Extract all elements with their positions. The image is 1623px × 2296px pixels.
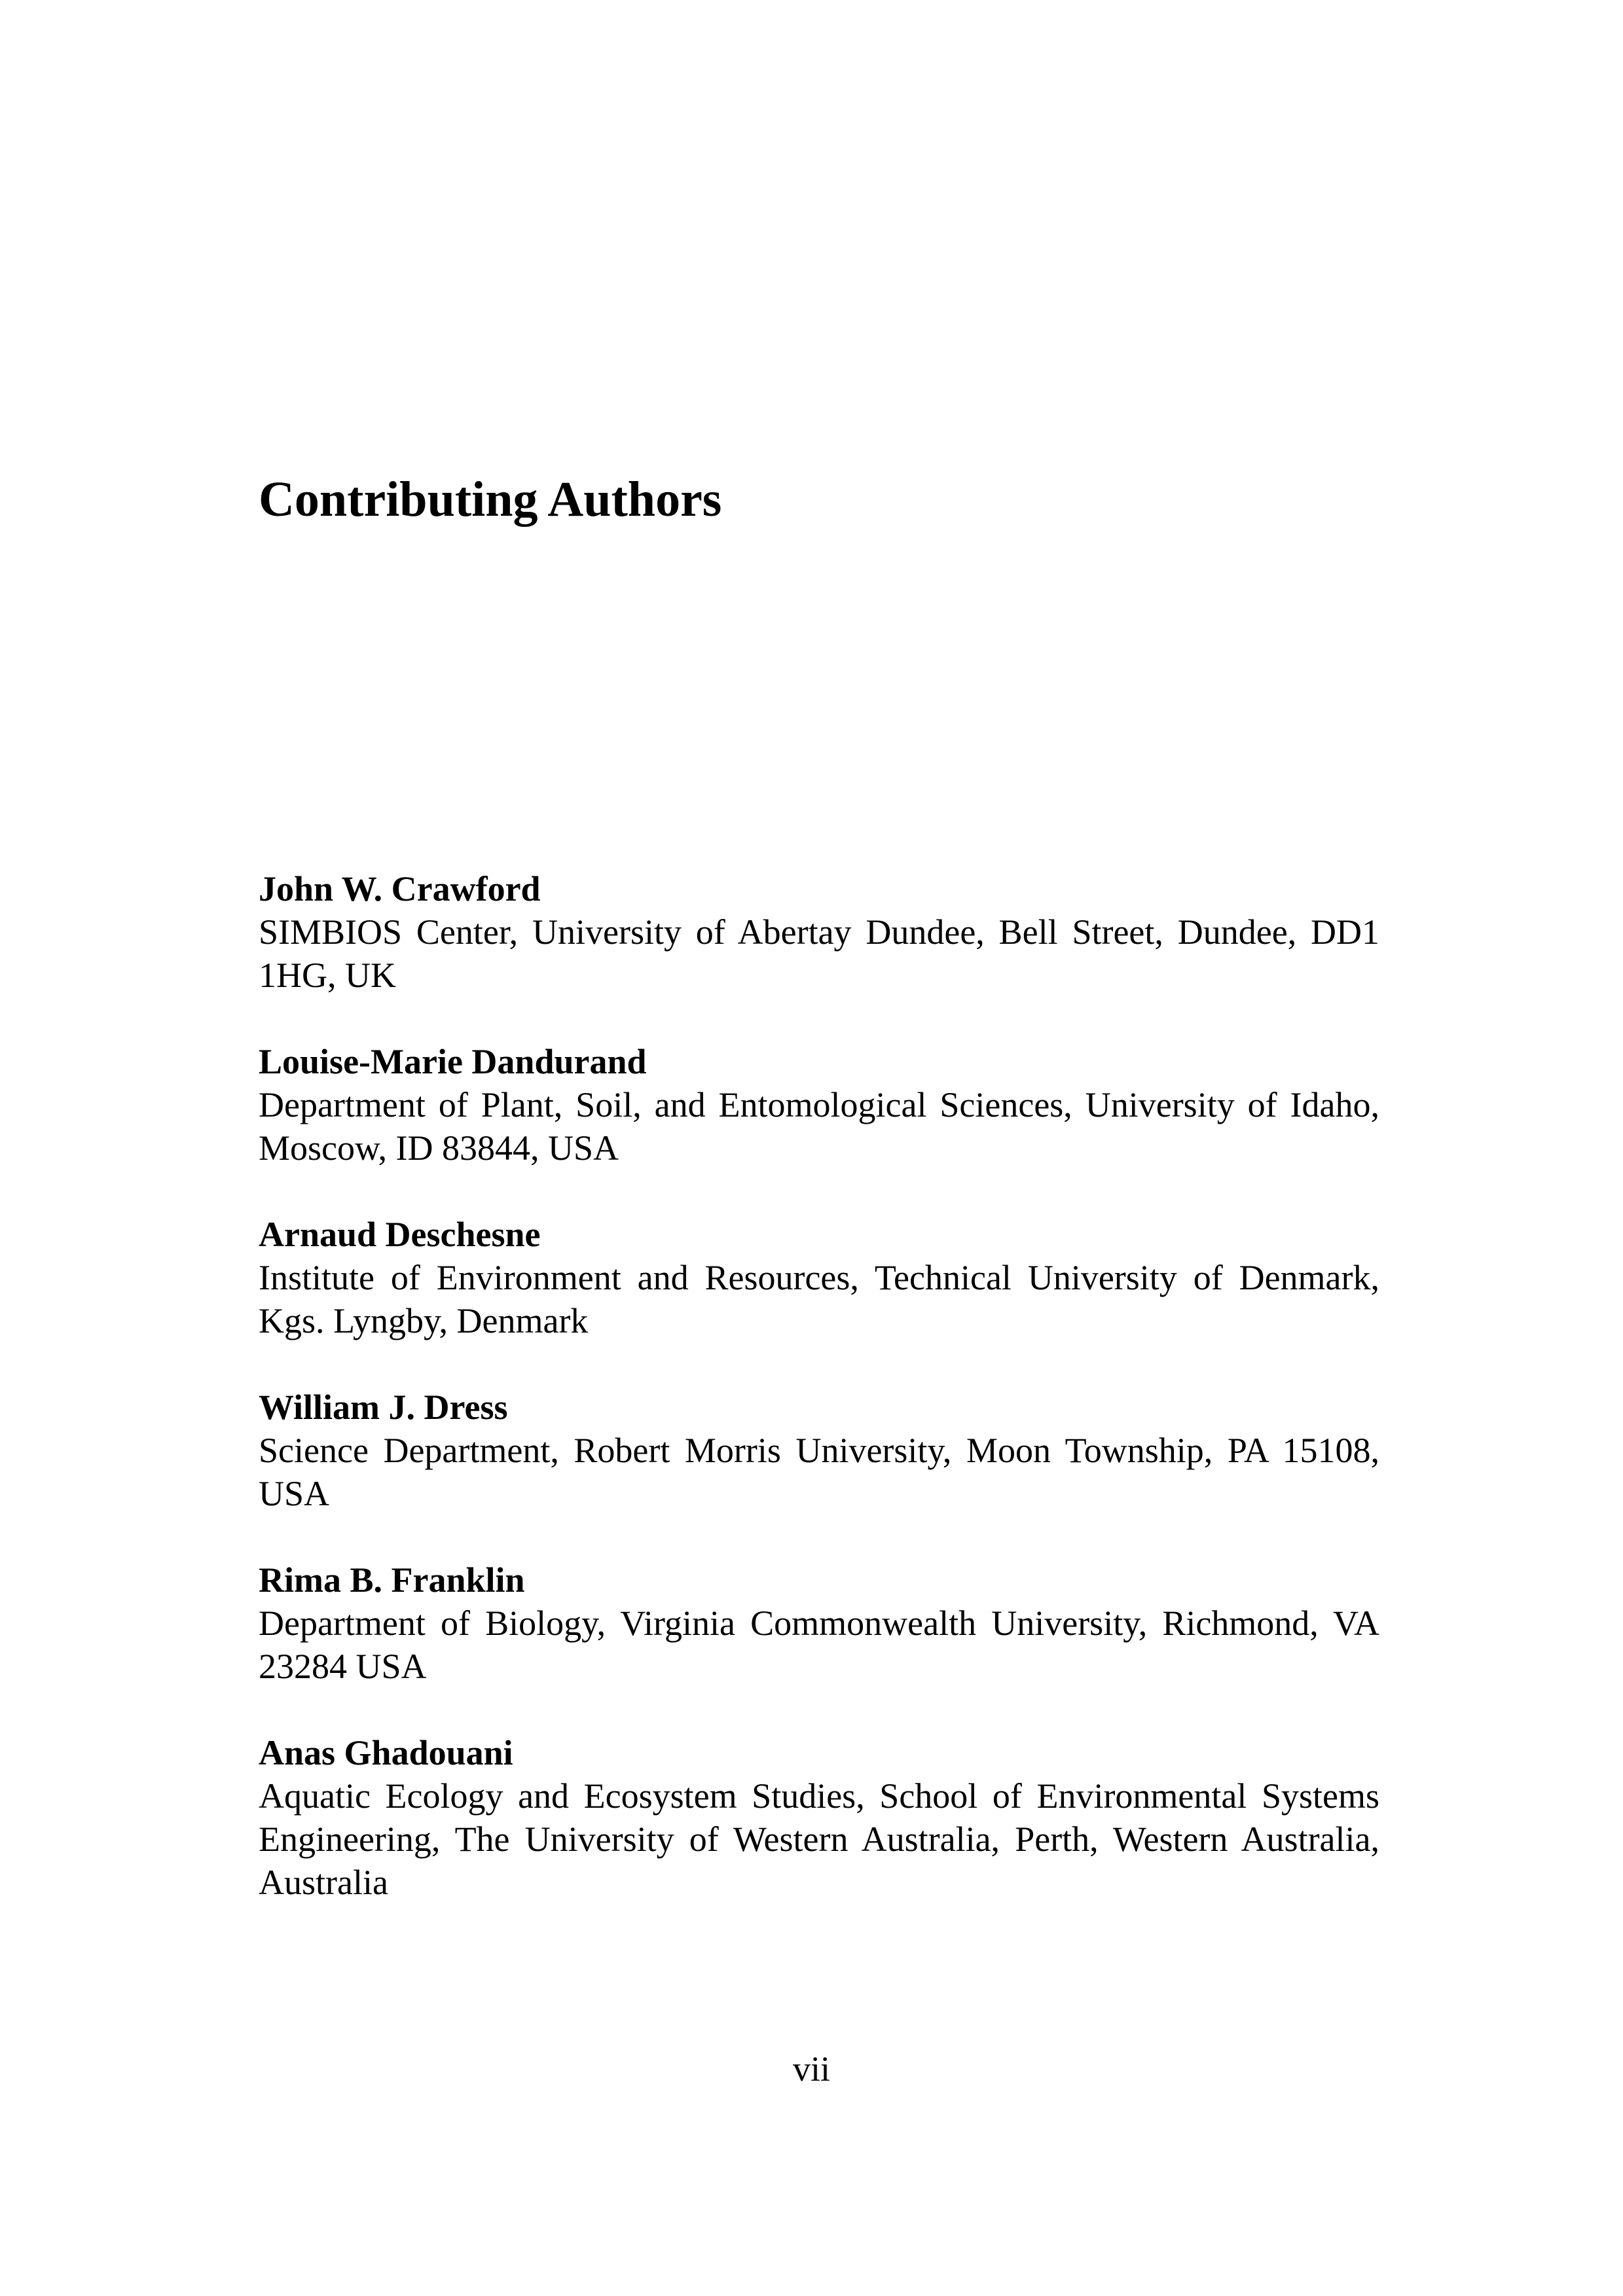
- author-entry-deschesne: [259, 1213, 1379, 1342]
- author-affiliation: Department of Plant, Soil, and Entomological Sciences, University of Idaho, Moscow, ID 83844, USA: [259, 1085, 1379, 1168]
- author-list: [259, 867, 1379, 1947]
- author-entry-ghadouani: [259, 1731, 1379, 1904]
- author-entry-dress: [259, 1386, 1379, 1515]
- author-name: Arnaud Deschesne: [259, 1215, 541, 1254]
- author-affiliation: SIMBIOS Center, University of Abertay Dundee, Bell Street, Dundee, DD1 1HG, UK: [259, 912, 1379, 995]
- author-affiliation: Department of Biology, Virginia Commonwealth University, Richmond, VA 23284 USA: [259, 1604, 1379, 1686]
- author-name: Louise-Marie Dandurand: [259, 1042, 647, 1081]
- author-affiliation: Science Department, Robert Morris University, Moon Township, PA 15108, USA: [259, 1431, 1379, 1513]
- author-entry-franklin: [259, 1558, 1379, 1688]
- author-entry-crawford: [259, 867, 1379, 997]
- author-entry-dandurand: [259, 1040, 1379, 1170]
- page-title: Contributing Authors: [259, 472, 722, 527]
- author-affiliation: Institute of Environment and Resources, Technical University of Denmark, Kgs. Lyngby, Denmark: [259, 1258, 1379, 1340]
- author-name: Anas Ghadouani: [259, 1733, 513, 1772]
- author-name: Rima B. Franklin: [259, 1560, 525, 1600]
- author-name: John W. Crawford: [259, 869, 541, 908]
- author-name: William J. Dress: [259, 1388, 508, 1427]
- author-affiliation: Aquatic Ecology and Ecosystem Studies, School of Environmental Systems Engineering, The University of Western Australia, Perth, Western Australia, Australia: [259, 1776, 1379, 1902]
- page-number: vii: [792, 2049, 830, 2089]
